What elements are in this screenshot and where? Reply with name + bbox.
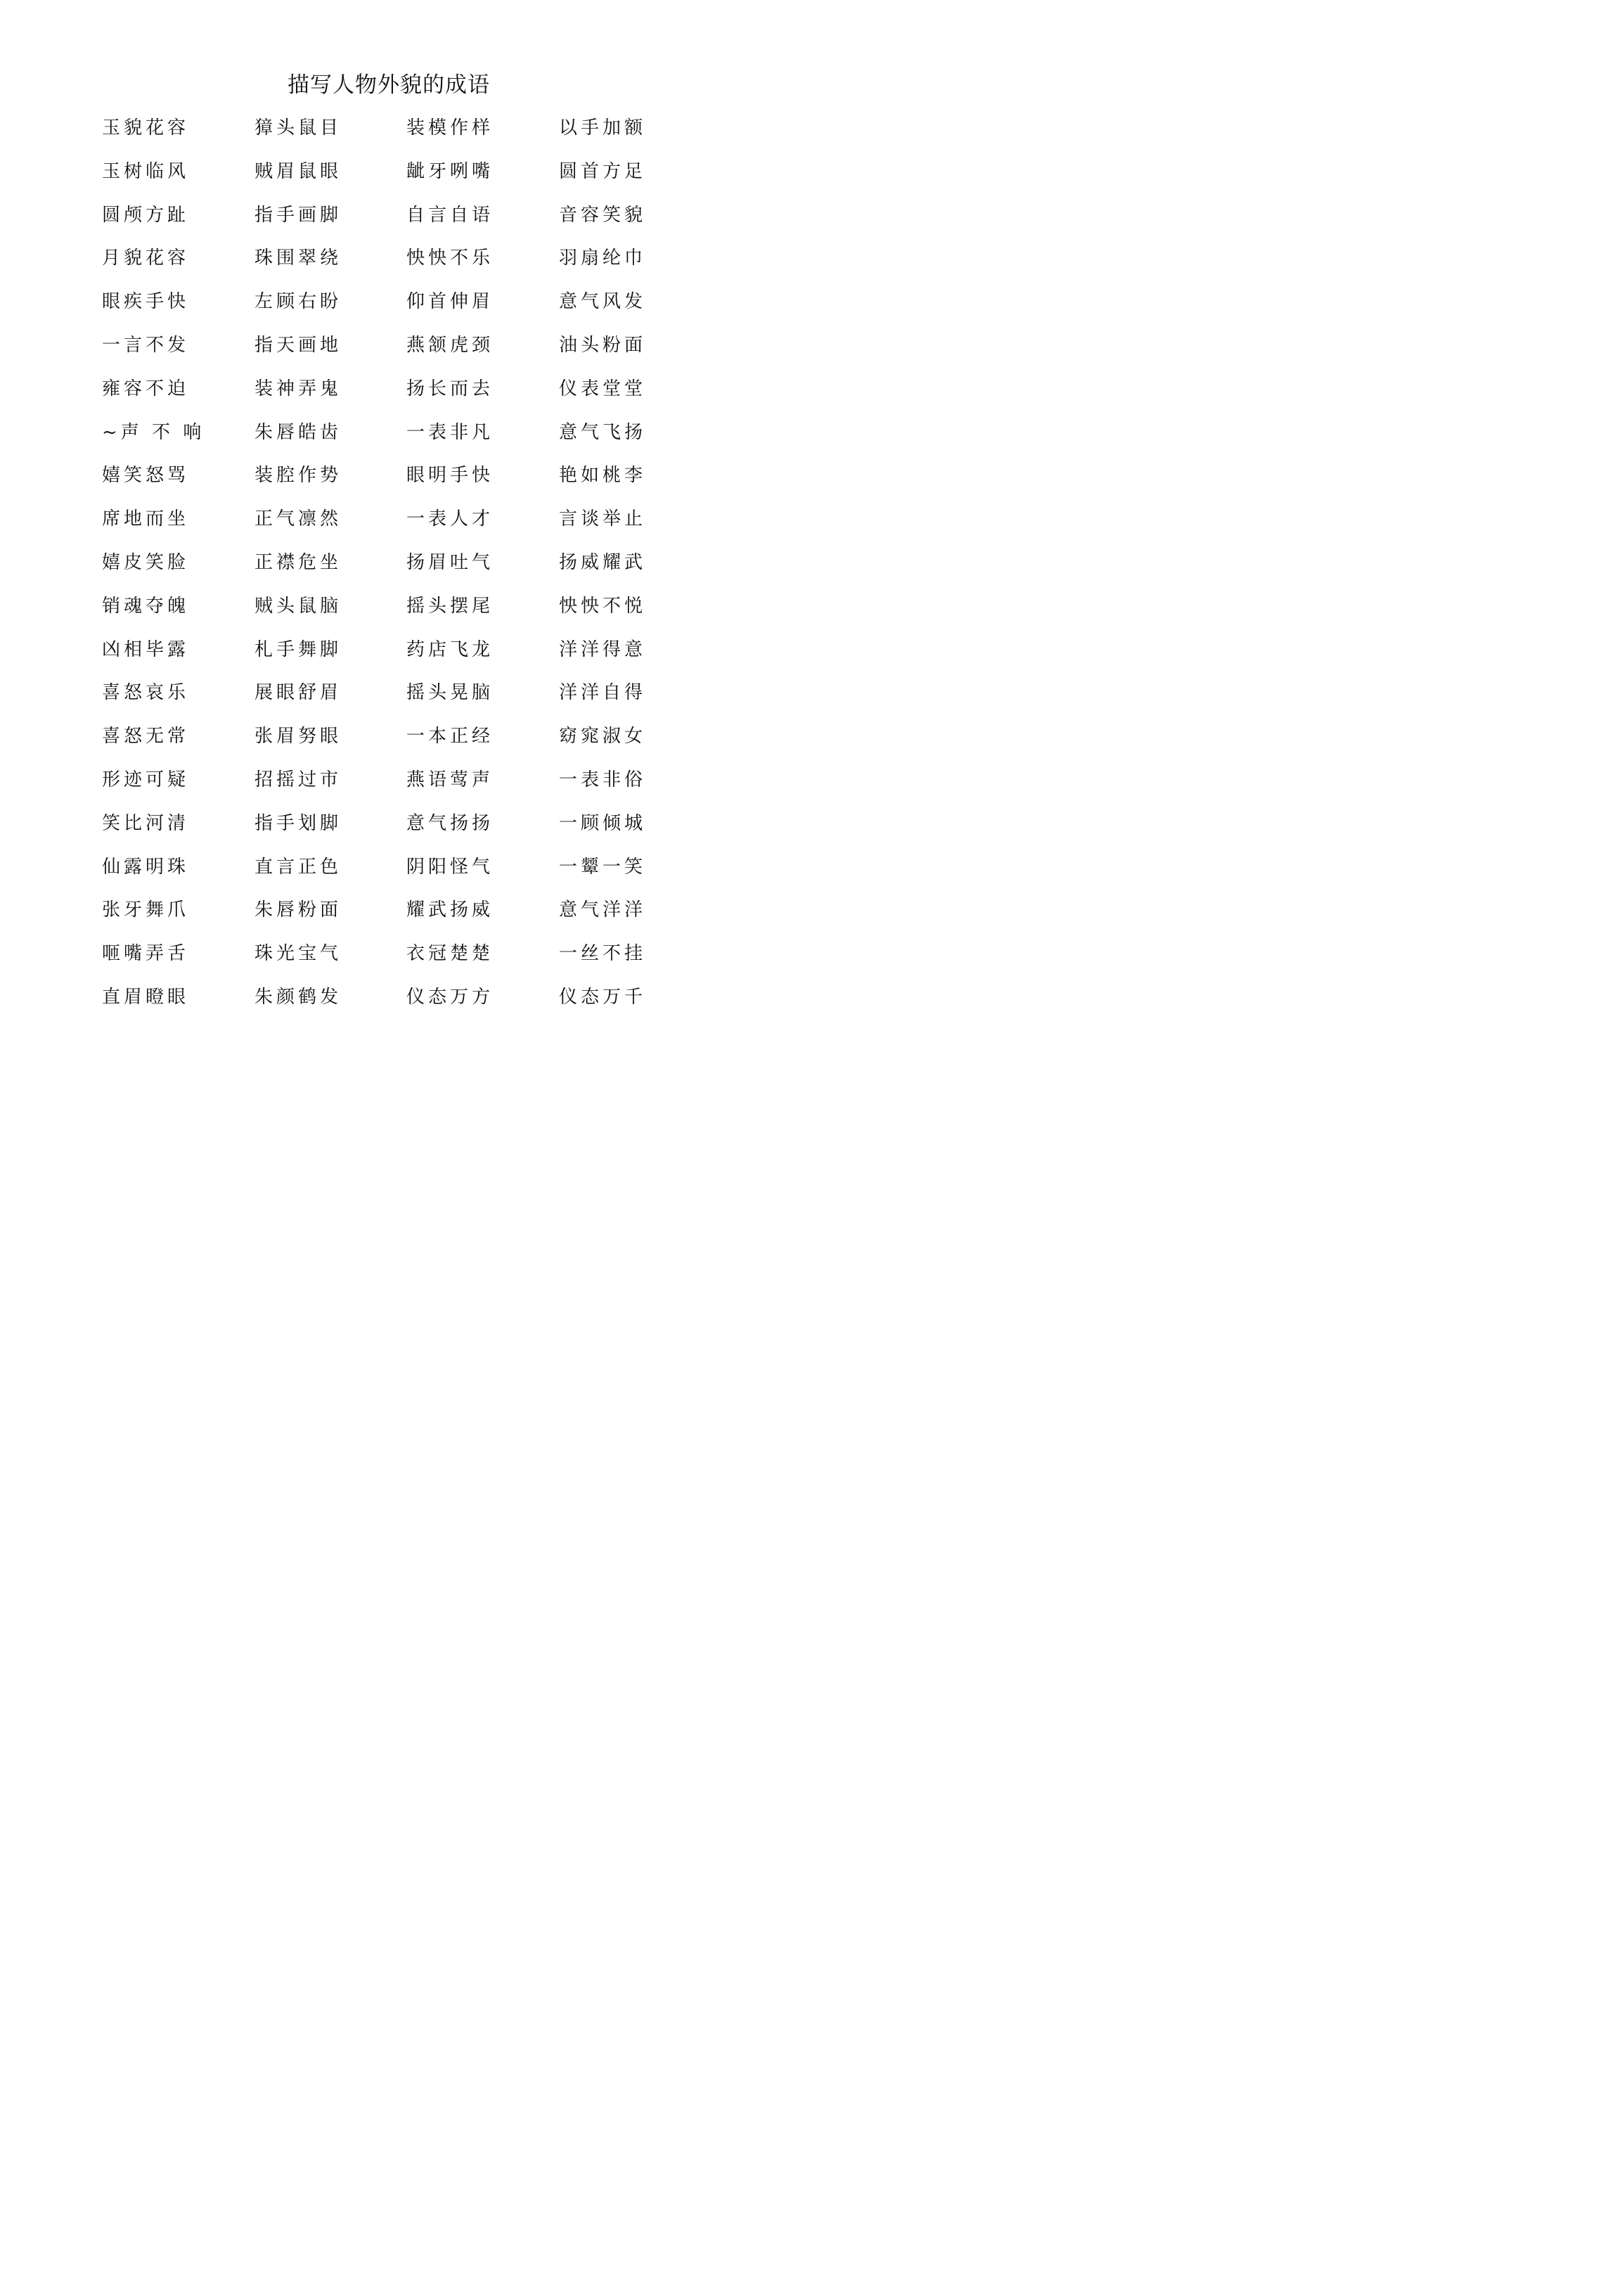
idiom-cell: 雍容不迫: [102, 378, 190, 399]
idiom-cell: 仙露明珠: [102, 856, 190, 878]
idiom-cell: 装模作样: [406, 117, 494, 139]
idiom-cell: 直眉瞪眼: [102, 986, 190, 1008]
idiom-cell: 扬威耀武: [559, 551, 647, 573]
idiom-row: [102, 286, 735, 330]
idiom-cell: 洋洋得意: [559, 639, 647, 660]
idiom-row: [102, 721, 735, 764]
idiom-cell: 一本正经: [406, 726, 494, 748]
idiom-cell: 嬉皮笑脸: [102, 551, 190, 573]
idiom-cell: 笑比河清: [102, 812, 190, 834]
idiom-cell: 一顾倾城: [559, 812, 647, 834]
idiom-cell: 扬长而去: [406, 378, 494, 399]
idiom-cell: 圆首方足: [559, 160, 647, 182]
idiom-cell: 札手舞脚: [255, 639, 342, 660]
idiom-cell: 仪表堂堂: [559, 378, 647, 399]
idiom-row: [102, 504, 735, 547]
idiom-cell: 油头粉面: [559, 334, 647, 356]
idiom-row: [102, 330, 735, 373]
idiom-cell: 张眉努眼: [255, 726, 342, 748]
idiom-row: [102, 852, 735, 895]
idiom-cell: 朱颜鹤发: [255, 986, 342, 1008]
idiom-cell: 贼眉鼠眼: [255, 160, 342, 182]
idiom-cell: 怏怏不乐: [406, 248, 494, 269]
idiom-cell: 衣冠楚楚: [406, 943, 494, 965]
idiom-grid: [102, 113, 735, 1025]
idiom-cell: 仪态万千: [559, 986, 647, 1008]
idiom-cell: 燕颔虎颈: [406, 334, 494, 356]
idiom-row: [102, 634, 735, 678]
idiom-cell: 言谈举止: [559, 508, 647, 530]
idiom-cell: 龇牙咧嘴: [406, 160, 494, 182]
idiom-cell: 眼疾手快: [102, 291, 190, 313]
idiom-cell: 扬眉吐气: [406, 551, 494, 573]
idiom-row: [102, 808, 735, 852]
idiom-cell: 珠围翠绕: [255, 248, 342, 269]
idiom-cell: 玉树临风: [102, 160, 190, 182]
idiom-cell: 指手划脚: [255, 812, 342, 834]
idiom-cell: 喜怒哀乐: [102, 682, 190, 704]
idiom-cell: 正襟危坐: [255, 551, 342, 573]
idiom-cell: 席地而坐: [102, 508, 190, 530]
idiom-cell: 朱唇粉面: [255, 899, 342, 921]
idiom-cell: 指天画地: [255, 334, 342, 356]
idiom-cell: 仰首伸眉: [406, 291, 494, 313]
idiom-row: [102, 982, 735, 1025]
idiom-cell: 艳如桃李: [559, 465, 647, 487]
idiom-cell: 意气扬扬: [406, 812, 494, 834]
idiom-row: [102, 677, 735, 721]
idiom-cell: 贼头鼠脑: [255, 595, 342, 617]
idiom-cell: 一表非凡: [406, 421, 494, 443]
idiom-cell: 摇头摆尾: [406, 595, 494, 617]
idiom-cell: 獐头鼠目: [255, 117, 342, 139]
idiom-cell: 一表人才: [406, 508, 494, 530]
idiom-cell: 仪态万方: [406, 986, 494, 1008]
idiom-row: [102, 460, 735, 504]
idiom-cell: 指手画脚: [255, 204, 342, 226]
idiom-cell: 一丝不挂: [559, 943, 647, 965]
idiom-cell: 窈窕淑女: [559, 726, 647, 748]
idiom-cell: 销魂夺魄: [102, 595, 190, 617]
idiom-row: [102, 938, 735, 982]
idiom-row: [102, 547, 735, 591]
idiom-cell: 左顾右盼: [255, 291, 342, 313]
idiom-row: [102, 764, 735, 808]
idiom-cell: 张牙舞爪: [102, 899, 190, 921]
idiom-cell: 意气洋洋: [559, 899, 647, 921]
idiom-cell: 耀武扬威: [406, 899, 494, 921]
idiom-row: [102, 200, 735, 243]
idiom-row: [102, 156, 735, 200]
idiom-cell: 装神弄鬼: [255, 378, 342, 399]
idiom-cell: 燕语莺声: [406, 769, 494, 790]
idiom-cell: 音容笑貌: [559, 204, 647, 226]
idiom-cell: ~声 不 响: [102, 421, 205, 443]
idiom-row: [102, 894, 735, 938]
idiom-cell: 月貌花容: [102, 248, 190, 269]
idiom-cell: 阴阳怪气: [406, 856, 494, 878]
idiom-cell: 以手加额: [559, 117, 647, 139]
idiom-cell: 药店飞龙: [406, 639, 494, 660]
idiom-cell: 羽扇纶巾: [559, 248, 647, 269]
idiom-cell: 朱唇皓齿: [255, 421, 342, 443]
idiom-cell: 摇头晃脑: [406, 682, 494, 704]
idiom-cell: 圆颅方趾: [102, 204, 190, 226]
idiom-cell: 形迹可疑: [102, 769, 190, 790]
idiom-cell: 展眼舒眉: [255, 682, 342, 704]
idiom-row: [102, 417, 735, 461]
idiom-cell: 直言正色: [255, 856, 342, 878]
idiom-cell: 一颦一笑: [559, 856, 647, 878]
idiom-cell: 自言自语: [406, 204, 494, 226]
idiom-cell: 一表非俗: [559, 769, 647, 790]
idiom-cell: 珠光宝气: [255, 943, 342, 965]
idiom-row: [102, 113, 735, 156]
idiom-cell: 一言不发: [102, 334, 190, 356]
idiom-cell: 招摇过市: [255, 769, 342, 790]
idiom-cell: 眼明手快: [406, 465, 494, 487]
idiom-cell: 咂嘴弄舌: [102, 943, 190, 965]
page-title: 描写人物外貌的成语: [288, 72, 490, 98]
idiom-cell: 嬉笑怒骂: [102, 465, 190, 487]
idiom-row: [102, 243, 735, 286]
idiom-cell: 玉貌花容: [102, 117, 190, 139]
idiom-row: [102, 591, 735, 634]
idiom-cell: 喜怒无常: [102, 726, 190, 748]
idiom-cell: 意气飞扬: [559, 421, 647, 443]
idiom-cell: 怏怏不悦: [559, 595, 647, 617]
idiom-cell: 凶相毕露: [102, 639, 190, 660]
idiom-cell: 意气风发: [559, 291, 647, 313]
idiom-cell: 正气凛然: [255, 508, 342, 530]
idiom-cell: 装腔作势: [255, 465, 342, 487]
idiom-row: [102, 373, 735, 417]
idiom-cell: 洋洋自得: [559, 682, 647, 704]
